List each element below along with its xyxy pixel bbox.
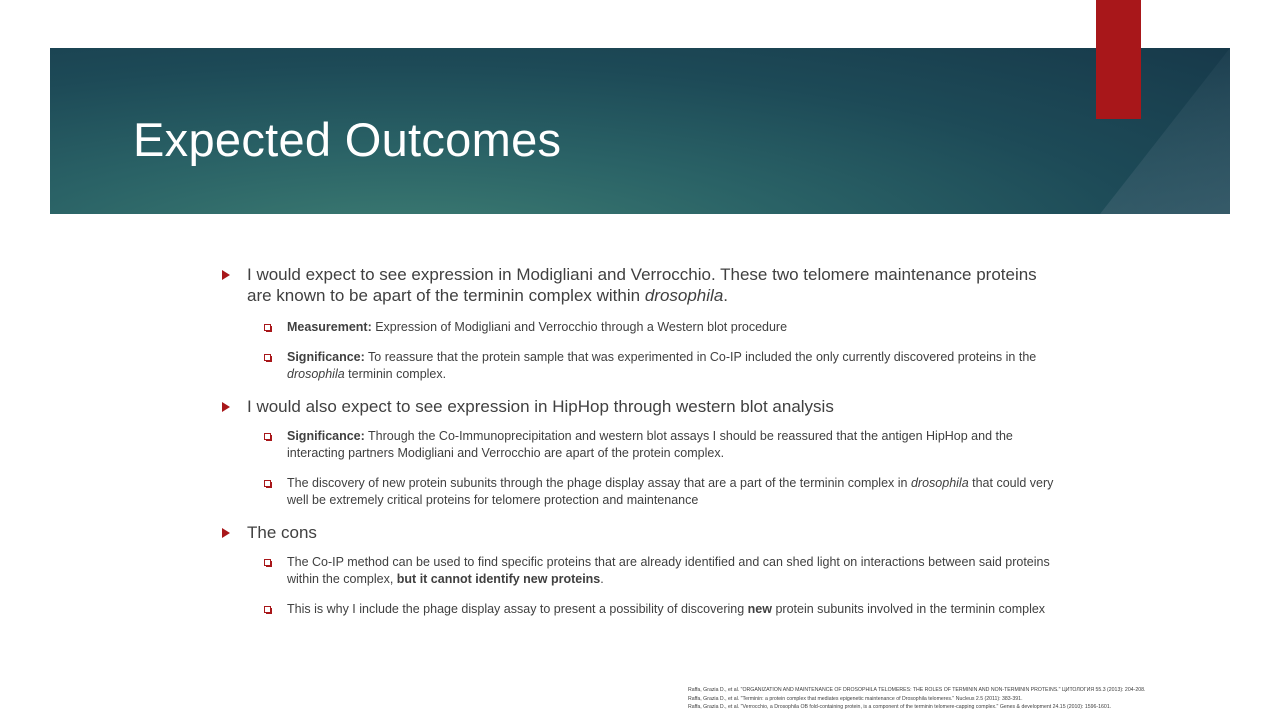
bullet-expression-mod-verr: I would expect to see expression in Modigliani and Verrocchio. These two telomere maintenance proteins are known to be apart of the terminin complex within drosophila.: [222, 264, 1062, 306]
arrow-bullet-icon: [222, 270, 230, 280]
slide-title: Expected Outcomes: [133, 113, 562, 166]
reference-item: Raffa, Grazia D., et al. "Terminin: a protein complex that mediates epigenetic maintenance of Drosophila telomeres." Nucleus 2.5 (2011): 383-391.: [688, 695, 1023, 702]
checkbox-bullet-icon: [264, 354, 271, 361]
checkbox-bullet-icon: [264, 559, 271, 566]
sub-bullet-significance-hiphop: Significance: Through the Co-Immunoprecipitation and western blot assays I should be reassured that the antigen HipHop and the interacting partners Modigliani and Verrocchio are apart of the protein complex.: [262, 428, 1062, 462]
sub-bullet-coip-limitation: The Co-IP method can be used to find specific proteins that are already identified and can shed light on interactions between said proteins within the complex, but it cannot identify new proteins.: [262, 554, 1062, 588]
checkbox-bullet-icon: [264, 433, 271, 440]
sub-bullet-discovery: The discovery of new protein subunits through the phage display assay that are a part of the terminin complex in drosophila that could very well be extremely critical proteins for telomere protection and maintenance: [262, 475, 1062, 509]
bullet-expression-hiphop: I would also expect to see expression in HipHop through western blot analysis: [222, 396, 1062, 417]
checkbox-bullet-icon: [264, 480, 271, 487]
sub-bullet-measurement: Measurement: Expression of Modigliani and Verrocchio through a Western blot procedure: [262, 319, 1062, 336]
sub-bullet-phage-display: This is why I include the phage display assay to present a possibility of discovering new protein subunits involved in the terminin complex: [262, 601, 1062, 618]
checkbox-bullet-icon: [264, 324, 271, 331]
red-accent-tab: [1096, 0, 1141, 119]
checkbox-bullet-icon: [264, 606, 271, 613]
arrow-bullet-icon: [222, 402, 230, 412]
bullet-cons: The cons: [222, 522, 1062, 543]
reference-item: Raffa, Grazia D., et al. "ORGANIZATION AND MAINTENANCE OF DROSOPHILA TELOMERES: THE ROLES OF TERMININ AND NON-TERMININ PROTEINS." ЦИТОЛОГИЯ 55.3 (2013): 204-208.: [688, 687, 1146, 693]
reference-item: Raffa, Grazia D., et al. "Verrocchio, a Drosophila OB fold-containing protein, is a component of the terminin telomere-capping complex." Genes & development 24.15 (2010): 1596-1601.: [688, 704, 1112, 710]
slide-body: [222, 264, 1062, 618]
arrow-bullet-icon: [222, 528, 230, 538]
sub-bullet-significance: Significance: To reassure that the protein sample that was experimented in Co-IP included the only currently discovered proteins in the drosophila terminin complex.: [262, 349, 1062, 383]
references: [688, 686, 1280, 712]
